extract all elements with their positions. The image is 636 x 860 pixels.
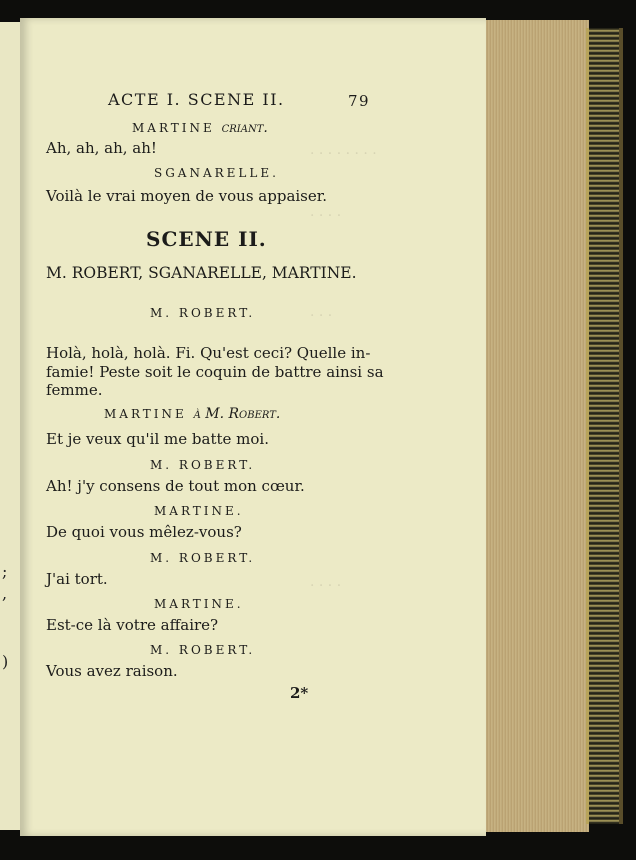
speaker-label: MARTINE. — [154, 504, 244, 518]
book-spine — [586, 28, 623, 824]
speaker-label: M. ROBERT. — [150, 551, 256, 565]
dialogue-line: Ah! j'y consens de tout mon cœur. — [46, 477, 305, 495]
dialogue-line: J'ai tort. — [46, 570, 108, 588]
page-block-edge — [483, 20, 589, 832]
speaker-label: MARTINE criant. — [132, 120, 268, 136]
left-margin-mark: ) — [2, 652, 9, 671]
character-list: M. ROBERT, SGANARELLE, MARTINE. — [46, 264, 357, 282]
dialogue-line: femme. — [46, 381, 103, 399]
dialogue-line: Et je veux qu'il me batte moi. — [46, 430, 269, 448]
speaker-label: MARTINE. — [154, 597, 244, 611]
dialogue-line: Ah, ah, ah, ah! — [46, 139, 157, 157]
dialogue-line: De quoi vous mêlez-vous? — [46, 523, 242, 541]
speaker-label: MARTINE à M. Robert. — [104, 406, 281, 422]
dialogue-line: Voilà le vrai moyen de vous appaiser. — [46, 187, 328, 205]
speaker-label: M. ROBERT. — [150, 306, 256, 320]
left-margin-mark: ; — [2, 562, 8, 581]
left-margin-mark: , — [2, 584, 8, 603]
running-title: ACTE I. SCENE II. — [108, 90, 285, 109]
dialogue-line: famie! Peste soit le coquin de battre ainsi sa — [46, 363, 384, 381]
scene-heading: SCENE II. — [146, 227, 267, 251]
signature-mark: 2* — [290, 684, 309, 702]
speaker-label: M. ROBERT. — [150, 643, 256, 657]
dialogue-line: Holà, holà, holà. Fi. Qu'est ceci? Quelle in- — [46, 344, 371, 362]
dialogue-line: Est-ce là votre affaire? — [46, 616, 219, 634]
page-number: 79 — [348, 92, 371, 110]
speaker-label: SGANARELLE. — [154, 166, 279, 180]
dialogue-line: Vous avez raison. — [46, 662, 178, 680]
book-page: · · · · · · · · · · · · · · · · · · · ACTE I. SCENE II. 79 MARTINE criant. Ah, ah, ah, ah! SGANARELLE. Voilà le vrai moyen de vous appaiser. SCENE II. M. ROBERT, SGANARELLE, MARTINE. M. ROBERT. Holà, holà, holà. Fi. Qu'est ceci? Quelle in- famie! Peste soit le coquin de battre ainsi sa femme. MARTINE à M. Robert. Et je veux qu'il me batte moi. M. ROBERT. Ah! j'y consens de tout mon cœur. MARTINE. De quoi vous mêlez-vous? M. ROBERT. J'ai tort. MARTINE. Est-ce là votre affaire? M. ROBERT. Vous avez raison. 2* — [20, 18, 486, 836]
speaker-label: M. ROBERT. — [150, 458, 256, 472]
